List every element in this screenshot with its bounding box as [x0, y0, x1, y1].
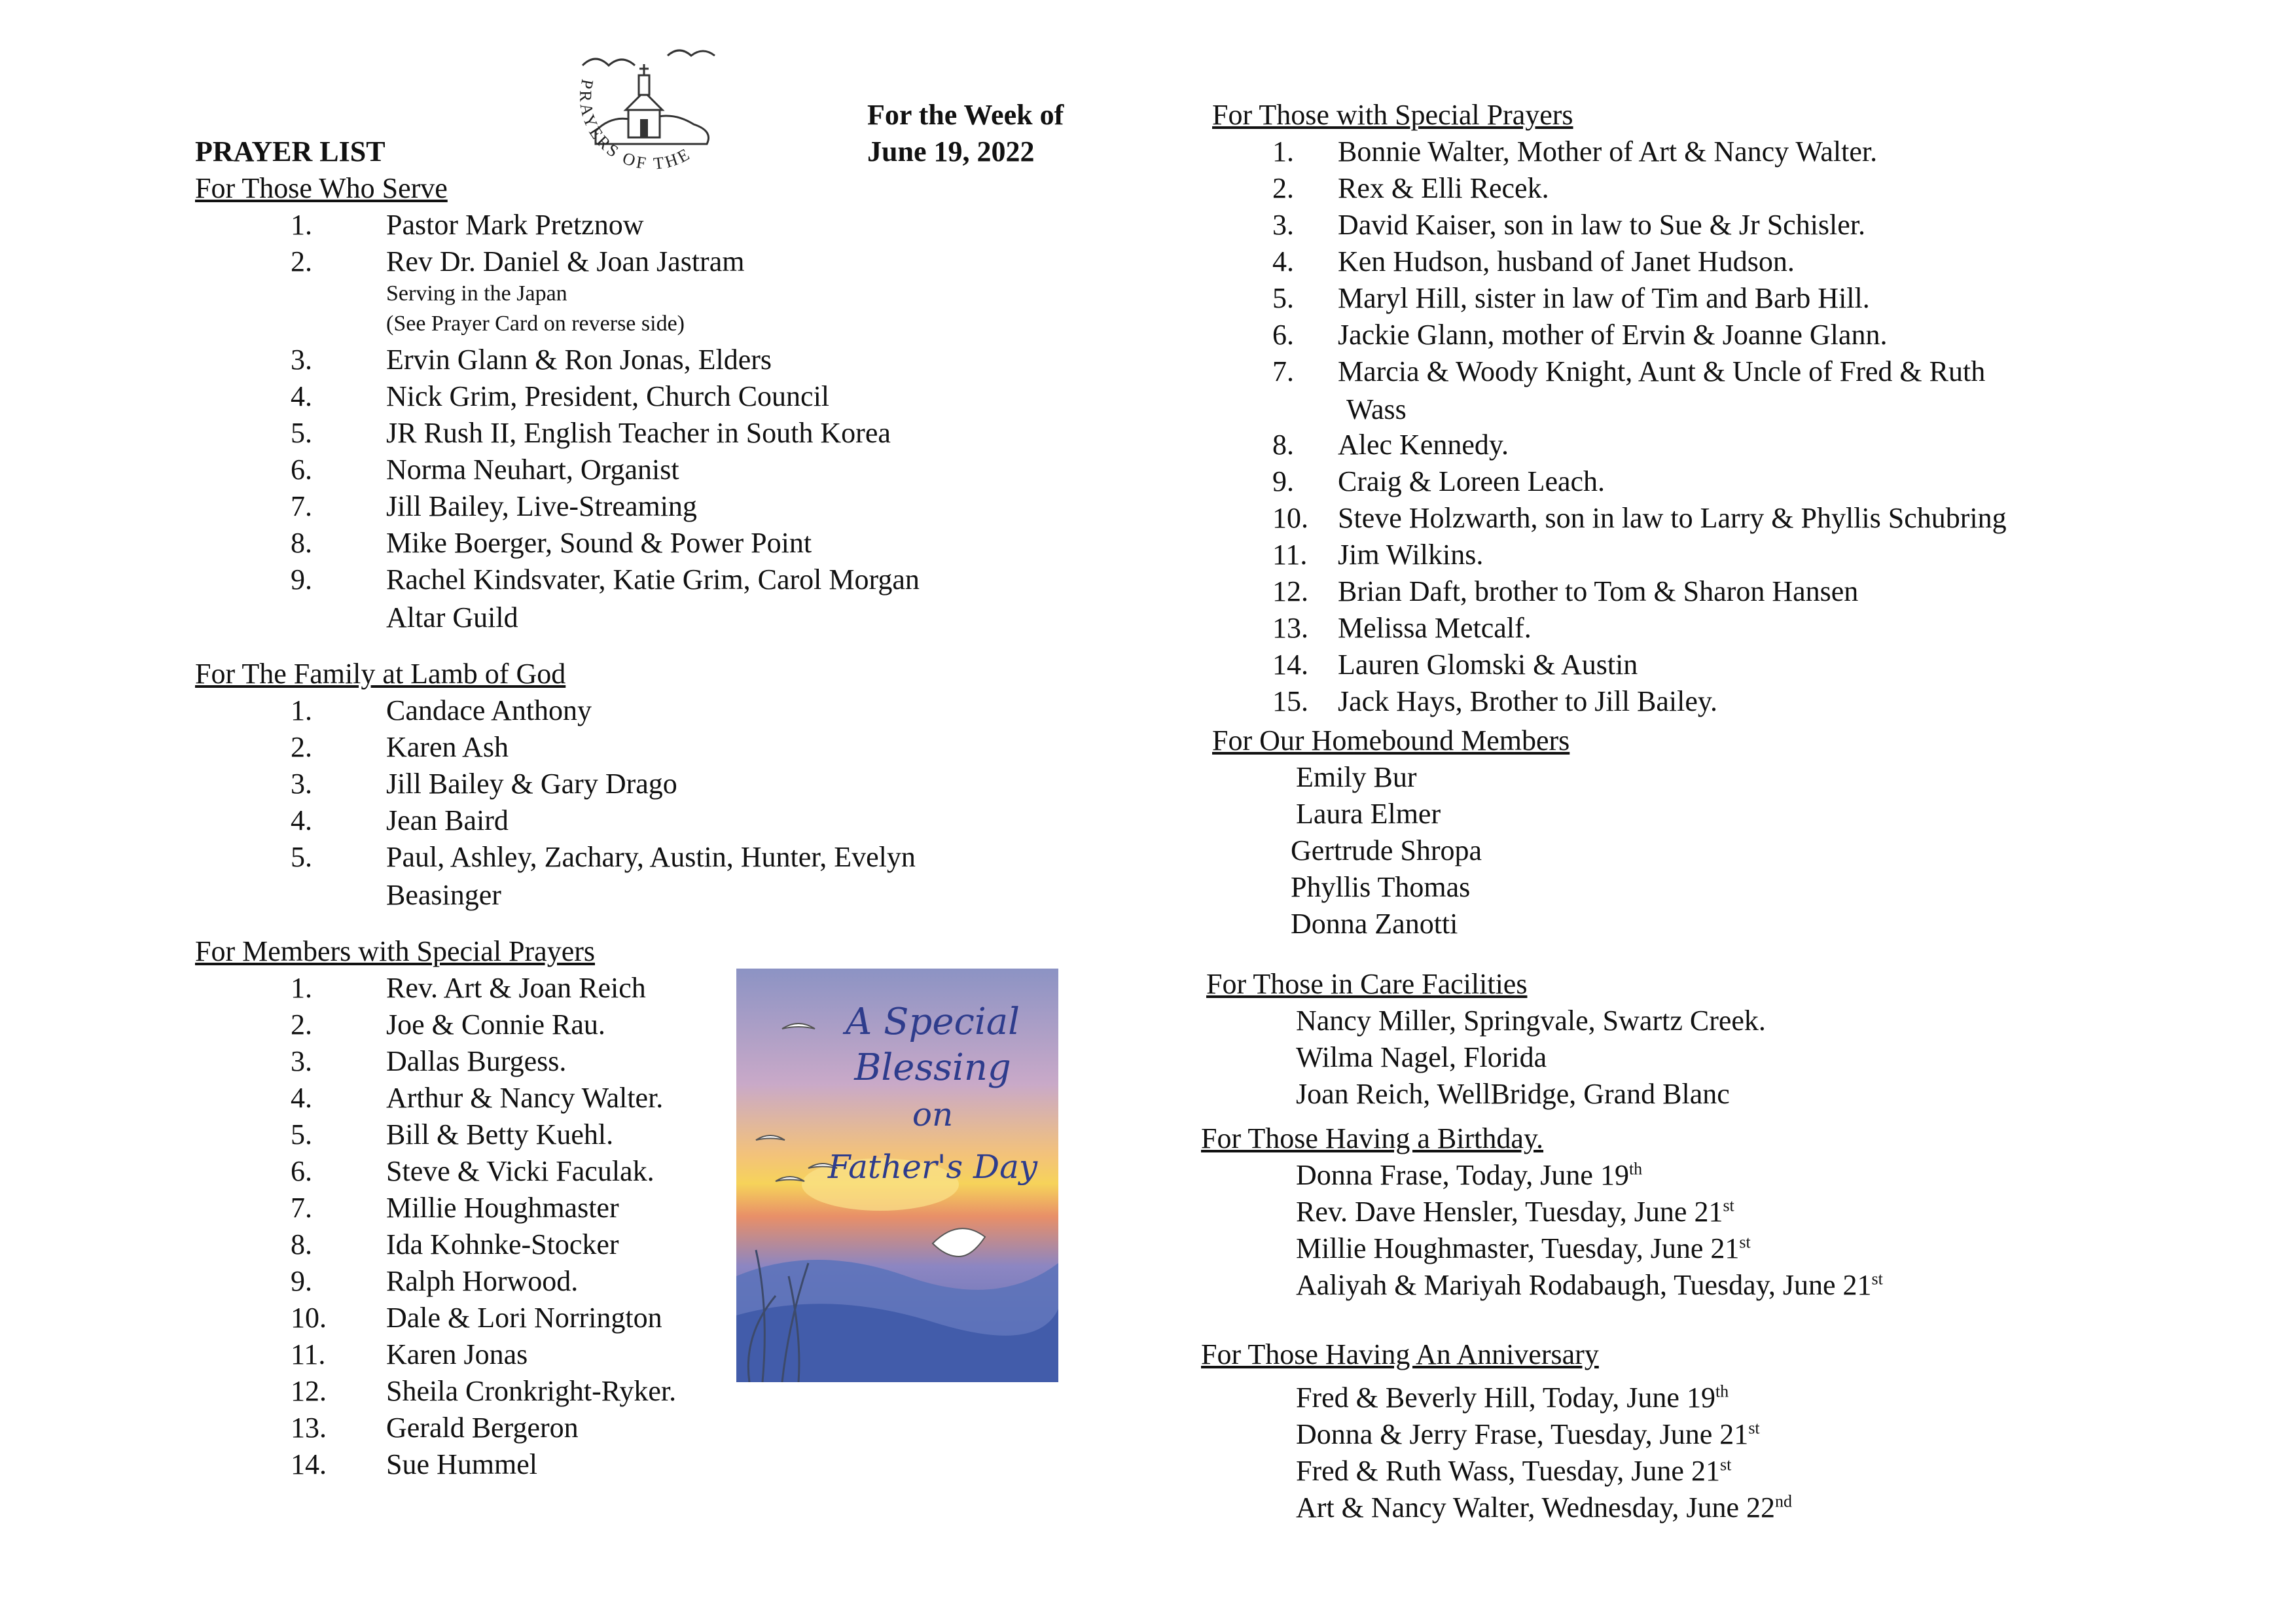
anniversary-item-text: Fred & Beverly Hill, Today, June 19	[1296, 1382, 1715, 1414]
serve-item	[291, 453, 1011, 487]
serve-item-number: 8.	[291, 527, 312, 559]
members-item-text: Ralph Horwood.	[386, 1265, 579, 1297]
birthday-item-ordinal: st	[1723, 1196, 1734, 1215]
serve-item	[291, 416, 1011, 450]
special-item-text: Ken Hudson, husband of Janet Hudson.	[1338, 245, 1795, 277]
members-item-text: Sheila Cronkright-Ryker.	[386, 1375, 677, 1407]
special-item	[1272, 648, 2189, 682]
week-label: For the Week of	[867, 99, 1064, 131]
members-item-number: 12.	[291, 1375, 327, 1407]
birthday-item	[1296, 1195, 1734, 1228]
serve-item-number: 4.	[291, 380, 312, 412]
anniversary-item-ordinal: nd	[1775, 1491, 1793, 1511]
birthday-item-text: Donna Frase, Today, June 19	[1296, 1159, 1629, 1191]
special-item-text: Jack Hays, Brother to Jill Bailey.	[1338, 685, 1718, 717]
serve-item-number: 5.	[291, 417, 312, 449]
members-item-number: 10.	[291, 1302, 327, 1334]
special-item-number: 11.	[1272, 539, 1308, 571]
special-item-number: 3.	[1272, 209, 1294, 241]
family-item-5-continued: Beasinger	[386, 879, 501, 911]
special-item	[1272, 171, 2189, 205]
care-item: Joan Reich, WellBridge, Grand Blanc	[1296, 1078, 1730, 1110]
special-item-number: 10.	[1272, 502, 1308, 534]
members-item-text: Arthur & Nancy Walter.	[386, 1082, 664, 1114]
section-heading-homebound: For Our Homebound Members	[1212, 724, 1570, 757]
birthday-item-text: Rev. Dave Hensler, Tuesday, June 21	[1296, 1196, 1723, 1228]
special-item-number: 8.	[1272, 429, 1294, 461]
birthday-item-ordinal: st	[1739, 1232, 1751, 1252]
serve-item-9-continued: Altar Guild	[386, 601, 518, 633]
members-item	[291, 971, 749, 1005]
family-item-text: Karen Ash	[386, 731, 509, 763]
special-item-text: Maryl Hill, sister in law of Tim and Barb Hill.	[1338, 282, 1870, 314]
anniversary-item-text: Donna & Jerry Frase, Tuesday, June 21	[1296, 1418, 1749, 1450]
section-heading-care-facilities: For Those in Care Facilities	[1206, 968, 1528, 1000]
card-line-3: on	[912, 1096, 954, 1133]
serve-item-text: Pastor Mark Pretznow	[386, 209, 644, 241]
family-item	[291, 730, 1011, 764]
special-item-text: Jackie Glann, mother of Ervin & Joanne Glann.	[1338, 319, 1888, 351]
serve-item	[291, 343, 1011, 377]
special-item-text: Jim Wilkins.	[1338, 539, 1484, 571]
members-item-number: 14.	[291, 1448, 327, 1480]
homebound-item: Emily Bur	[1296, 761, 1417, 793]
special-item	[1272, 428, 2189, 462]
card-line-1: A Special	[845, 1001, 1020, 1043]
birthday-item	[1296, 1158, 1642, 1192]
church-seal-icon	[537, 39, 746, 196]
members-item-text: Dallas Burgess.	[386, 1045, 567, 1077]
special-item-text: David Kaiser, son in law to Sue & Jr Schisler.	[1338, 209, 1866, 241]
special-item	[1272, 611, 2189, 645]
special-item-text: Craig & Loreen Leach.	[1338, 465, 1605, 497]
special-item	[1272, 135, 2189, 169]
special-item-text: Alec Kennedy.	[1338, 429, 1509, 461]
serve-item	[291, 526, 1011, 560]
section-heading-anniversary: For Those Having An Anniversary	[1201, 1338, 1599, 1370]
birthday-item-ordinal: th	[1628, 1159, 1643, 1179]
special-item-number: 15.	[1272, 685, 1308, 717]
members-item-number: 8.	[291, 1228, 312, 1260]
serve-item-text: Norma Neuhart, Organist	[386, 454, 679, 486]
members-item	[291, 1338, 749, 1372]
family-item-text: Candace Anthony	[386, 694, 592, 726]
section-heading-special-prayers: For Those with Special Prayers	[1212, 99, 1573, 131]
serve-note-japan: Serving in the Japan	[386, 281, 567, 306]
serve-item-number: 7.	[291, 490, 312, 522]
family-item-text: Jill Bailey & Gary Drago	[386, 768, 677, 800]
homebound-item: Laura Elmer	[1296, 798, 1441, 830]
serve-item	[291, 380, 1011, 414]
special-item-text: Bonnie Walter, Mother of Art & Nancy Walter.	[1338, 135, 1878, 168]
serve-item-text: Ervin Glann & Ron Jonas, Elders	[386, 344, 772, 376]
members-item-text: Sue Hummel	[386, 1448, 537, 1480]
members-item-number: 13.	[291, 1412, 327, 1444]
section-heading-those-who-serve: For Those Who Serve	[195, 172, 448, 204]
members-item	[291, 1008, 749, 1042]
members-item-number: 9.	[291, 1265, 312, 1297]
anniversary-item-ordinal: st	[1748, 1418, 1760, 1438]
family-item-number: 5.	[291, 841, 312, 873]
serve-item	[291, 563, 1011, 597]
members-item-number: 7.	[291, 1192, 312, 1224]
card-line-4: Father's Day	[827, 1148, 1038, 1186]
special-item-text: Lauren Glomski & Austin	[1338, 649, 1638, 681]
members-item-number: 1.	[291, 972, 312, 1004]
fathers-day-card-image	[736, 969, 1058, 1382]
members-item	[291, 1081, 749, 1115]
care-item: Nancy Miller, Springvale, Swartz Creek.	[1296, 1005, 1766, 1037]
family-item-number: 1.	[291, 694, 312, 726]
members-item	[291, 1044, 749, 1079]
members-item-number: 2.	[291, 1008, 312, 1041]
care-item: Wilma Nagel, Florida	[1296, 1041, 1547, 1073]
members-item	[291, 1374, 749, 1408]
members-item	[291, 1118, 749, 1152]
section-heading-birthday: For Those Having a Birthday.	[1201, 1122, 1544, 1154]
homebound-item: Phyllis Thomas	[1291, 871, 1471, 903]
anniversary-item	[1296, 1418, 1760, 1451]
birthday-item	[1296, 1232, 1751, 1265]
serve-item-text: Rev Dr. Daniel & Joan Jastram	[386, 245, 745, 277]
birthday-item-text: Millie Houghmaster, Tuesday, June 21	[1296, 1232, 1740, 1264]
special-item-number: 2.	[1272, 172, 1294, 204]
special-item-text: Rex & Elli Recek.	[1338, 172, 1549, 204]
serve-item-text: JR Rush II, English Teacher in South Korea	[386, 417, 891, 449]
serve-item	[291, 490, 1011, 524]
birthday-item-text: Aaliyah & Mariyah Rodabaugh, Tuesday, June 21	[1296, 1269, 1872, 1301]
birthday-item-ordinal: st	[1871, 1269, 1883, 1289]
serve-item-number: 1.	[291, 209, 312, 241]
special-item-number: 13.	[1272, 612, 1308, 644]
members-item	[291, 1191, 749, 1225]
special-item-text: Steve Holzwarth, son in law to Larry & Phyllis Schubring	[1338, 502, 2007, 534]
serve-item-text: Jill Bailey, Live-Streaming	[386, 490, 697, 522]
special-item-number: 1.	[1272, 135, 1294, 168]
special-item	[1272, 355, 2189, 389]
special-item	[1272, 281, 2189, 315]
members-item	[291, 1448, 749, 1482]
special-item-text: Marcia & Woody Knight, Aunt & Uncle of Fred & Ruth	[1338, 355, 1986, 387]
family-item	[291, 840, 1011, 874]
family-item-text: Jean Baird	[386, 804, 509, 836]
members-item-text: Gerald Bergeron	[386, 1412, 579, 1444]
members-item-number: 6.	[291, 1155, 312, 1187]
special-item-number: 14.	[1272, 649, 1308, 681]
special-item	[1272, 318, 2189, 352]
members-item-text: Bill & Betty Kuehl.	[386, 1118, 614, 1150]
members-item-number: 5.	[291, 1118, 312, 1150]
serve-note-prayer-card: (See Prayer Card on reverse side)	[386, 312, 685, 336]
church-seal-logo	[537, 39, 746, 196]
section-heading-family: For The Family at Lamb of God	[195, 658, 566, 690]
seal-text: PRAYERS OF THE	[576, 77, 695, 173]
serve-item-number: 6.	[291, 454, 312, 486]
members-item-number: 4.	[291, 1082, 312, 1114]
anniversary-item	[1296, 1381, 1729, 1414]
special-item	[1272, 685, 2189, 719]
serve-item-text: Rachel Kindsvater, Katie Grim, Carol Morgan	[386, 563, 920, 596]
special-item-number: 9.	[1272, 465, 1294, 497]
members-item-text: Joe & Connie Rau.	[386, 1008, 605, 1041]
members-item	[291, 1411, 749, 1445]
members-item	[291, 1228, 749, 1262]
week-date: June 19, 2022	[867, 135, 1035, 168]
special-item	[1272, 501, 2189, 535]
anniversary-item-ordinal: th	[1715, 1382, 1729, 1401]
members-item-text: Millie Houghmaster	[386, 1192, 619, 1224]
special-item	[1272, 538, 2189, 572]
special-item-number: 6.	[1272, 319, 1294, 351]
members-item	[291, 1154, 749, 1188]
members-item-text: Ida Kohnke-Stocker	[386, 1228, 619, 1260]
family-item-number: 2.	[291, 731, 312, 763]
serve-item	[291, 245, 1011, 279]
special-item-text: Melissa Metcalf.	[1338, 612, 1532, 644]
serve-item-number: 2.	[291, 245, 312, 277]
serve-item-number: 9.	[291, 563, 312, 596]
serve-item-text: Nick Grim, President, Church Council	[386, 380, 830, 412]
anniversary-item-ordinal: st	[1719, 1455, 1732, 1474]
members-item	[291, 1301, 749, 1335]
special-item-number: 5.	[1272, 282, 1294, 314]
anniversary-item	[1296, 1491, 1792, 1524]
members-item-number: 11.	[291, 1338, 326, 1370]
special-item-number: 7.	[1272, 355, 1294, 387]
card-line-2: Blessing	[854, 1046, 1011, 1089]
special-item	[1272, 575, 2189, 609]
serve-item	[291, 208, 1011, 242]
members-item-text: Dale & Lori Norrington	[386, 1302, 662, 1334]
section-heading-members-special: For Members with Special Prayers	[195, 935, 595, 967]
family-item-text: Paul, Ashley, Zachary, Austin, Hunter, Evelyn	[386, 841, 916, 873]
special-item-number: 12.	[1272, 575, 1308, 607]
members-item	[291, 1264, 749, 1298]
birthday-item	[1296, 1268, 1883, 1302]
members-item-number: 3.	[291, 1045, 312, 1077]
anniversary-item-text: Art & Nancy Walter, Wednesday, June 22	[1296, 1491, 1776, 1524]
special-item	[1272, 208, 2189, 242]
members-item-text: Rev. Art & Joan Reich	[386, 972, 646, 1004]
family-item-number: 3.	[291, 768, 312, 800]
serve-item-number: 3.	[291, 344, 312, 376]
anniversary-item	[1296, 1454, 1731, 1488]
members-item-text: Karen Jonas	[386, 1338, 528, 1370]
special-item	[1272, 245, 2189, 279]
homebound-item: Donna Zanotti	[1291, 908, 1458, 940]
members-item-text: Steve & Vicki Faculak.	[386, 1155, 655, 1187]
family-item-number: 4.	[291, 804, 312, 836]
special-item	[1272, 465, 2189, 499]
family-item	[291, 804, 1011, 838]
family-item	[291, 767, 1011, 801]
homebound-item: Gertrude Shropa	[1291, 834, 1482, 866]
anniversary-item-text: Fred & Ruth Wass, Tuesday, June 21	[1296, 1455, 1720, 1487]
special-item-number: 4.	[1272, 245, 1294, 277]
family-item	[291, 694, 1011, 728]
special-item-text: Brian Daft, brother to Tom & Sharon Hansen	[1338, 575, 1859, 607]
serve-item-text: Mike Boerger, Sound & Power Point	[386, 527, 812, 559]
page-title: PRAYER LIST	[195, 135, 386, 168]
special-item-7-continued: Wass	[1346, 393, 1407, 425]
fathers-day-card-art	[736, 969, 1058, 1382]
